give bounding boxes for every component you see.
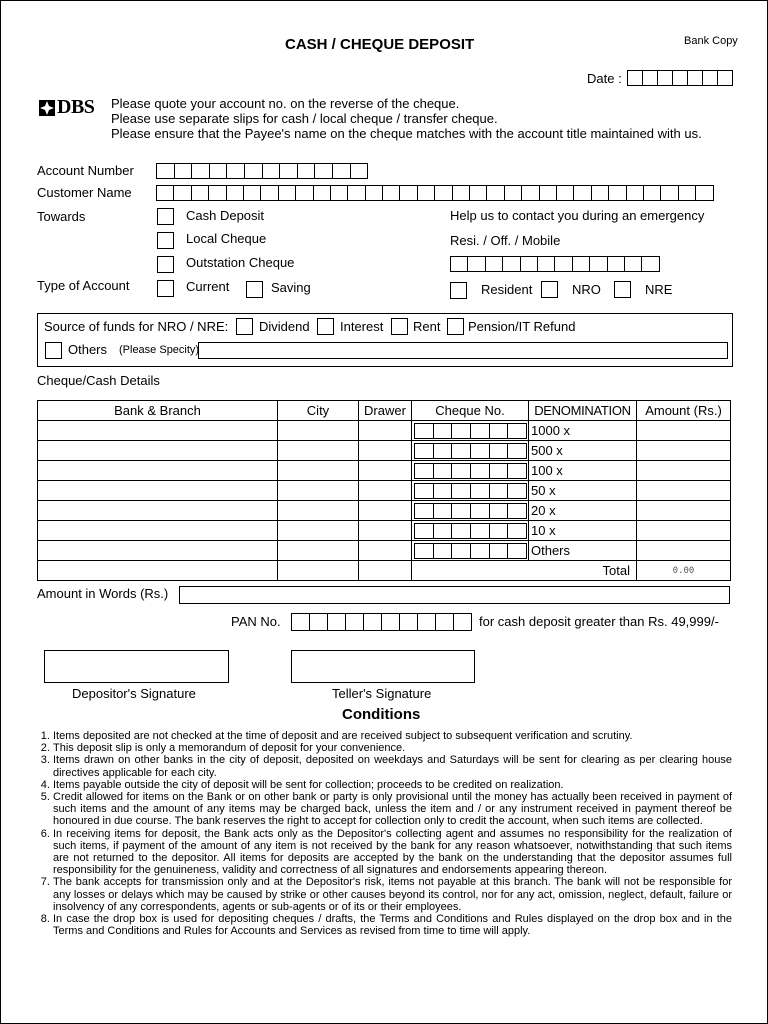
column-header: Bank & Branch — [38, 401, 278, 421]
city-cell[interactable] — [278, 441, 359, 461]
details-section-label: Cheque/Cash Details — [37, 373, 160, 388]
dbs-star-icon — [37, 98, 57, 118]
residency-label: NRE — [645, 282, 673, 297]
instruction-line: Please use separate slips for cash / local cheque / transfer cheque. — [111, 111, 498, 126]
city-cell[interactable] — [278, 421, 359, 441]
saving-account-checkbox[interactable] — [246, 281, 263, 298]
amount-cell[interactable] — [637, 441, 731, 461]
instruction-line: Please ensure that the Payee's name on the cheque matches with the account title maintained with us. — [111, 126, 702, 141]
customer-name-label: Customer Name — [37, 185, 132, 200]
depositor-signature-box[interactable] — [44, 650, 229, 683]
copy-label: Bank Copy — [684, 35, 738, 47]
account-number-label: Account Number — [37, 163, 134, 178]
condition-item: 6. In receiving items for deposit, the Bank acts only as the Depositor's collecting agent and assumes no responsibility for the realization of such items, if payment of the amount of any item is not received by the bank for any reason whatsoever, notwithstanding that such items are not returned to the depositor. All items for deposits are accepted by the bank on the understanding that the depositor assumes full responsibility for the genuineness, validity and correctness of all signatures and endorsements appearing thereon. — [53, 828, 732, 877]
date-field[interactable] — [627, 70, 732, 86]
rent-checkbox[interactable] — [391, 318, 408, 335]
denomination-cell: 500 x — [529, 441, 637, 461]
city-cell[interactable] — [278, 561, 359, 581]
interest-checkbox[interactable] — [317, 318, 334, 335]
denomination-cell: 20 x — [529, 501, 637, 521]
account-number-field[interactable] — [156, 163, 367, 179]
drawer-cell[interactable] — [359, 541, 412, 561]
city-cell[interactable] — [278, 541, 359, 561]
cheque-no-cell[interactable] — [412, 541, 529, 561]
table-header-row — [38, 401, 731, 421]
bank-branch-cell[interactable] — [38, 441, 278, 461]
others-checkbox[interactable] — [45, 342, 62, 359]
bank-branch-cell[interactable] — [38, 421, 278, 441]
fund-option-label: Interest — [340, 319, 384, 334]
phone-label: Resi. / Off. / Mobile — [450, 233, 561, 248]
teller-signature-label: Teller's Signature — [332, 686, 432, 701]
cheque-no-cell[interactable] — [412, 521, 529, 541]
condition-item: 8. In case the drop box is used for depositing cheques / drafts, the Terms and Conditions and Rules displayed on the drop box and in the Terms and Conditions and Rules for Accounts and Services as revised from time to time will apply. — [53, 913, 732, 937]
amount-words-label: Amount in Words (Rs.) — [37, 586, 169, 601]
local-cheque-checkbox[interactable] — [157, 232, 174, 249]
condition-item: 4. Items payable outside the city of deposit will be sent for collection; proceeds to be credited on realization. — [53, 779, 732, 791]
fund-option-label: Rent — [413, 319, 441, 334]
bank-branch-cell[interactable] — [38, 501, 278, 521]
towards-option-label: Local Cheque — [186, 231, 267, 246]
drawer-cell[interactable] — [359, 441, 412, 461]
residency-label: NRO — [572, 282, 601, 297]
pan-label: PAN No. — [231, 614, 281, 629]
city-cell[interactable] — [278, 461, 359, 481]
table-row — [38, 481, 731, 501]
account-type-label: Current — [186, 279, 230, 294]
current-account-checkbox[interactable] — [157, 280, 174, 297]
table-row — [38, 441, 731, 461]
denomination-cell: 1000 x — [529, 421, 637, 441]
amount-cell[interactable] — [637, 521, 731, 541]
towards-option-label: Cash Deposit — [186, 208, 265, 223]
drawer-cell[interactable] — [359, 561, 412, 581]
type-of-account-label: Type of Account — [37, 278, 130, 293]
total-value[interactable]: 0.00 — [637, 561, 731, 581]
pan-note: for cash deposit greater than Rs. 49,999/- — [479, 614, 719, 629]
condition-item: 1. Items deposited are not checked at the time of deposit and are received subject to subsequent verification and scrutiny. — [53, 730, 732, 742]
table-row — [38, 461, 731, 481]
drawer-cell[interactable] — [359, 481, 412, 501]
condition-item: 2. This deposit slip is only a memorandum of deposit for your convenience. — [53, 742, 732, 754]
conditions-heading: Conditions — [342, 706, 421, 723]
denomination-cell: 10 x — [529, 521, 637, 541]
condition-item: 7. The bank accepts for transmission only and at the Depositor's risk, items not payable at this branch. The bank will not be responsible for any losses or delays which may be caused by strike or other causes beyond its control, nor for any act, omission, neglect, default, failure or insolvency of any correspondents, agents or sub-agents or of its or their employees. — [53, 876, 732, 913]
phone-field[interactable] — [450, 256, 659, 272]
drawer-cell[interactable] — [359, 461, 412, 481]
condition-item: 5. Credit allowed for items on the Bank or on other bank or party is only provisional until the money has actually been received in payment of such items and the amount of any items may be charged back, unless the item and / or any instrument received in payment thereof be honoured in due course. The bank reserves the right to accept for collection only to credit the account, when such items are collected. — [53, 791, 732, 828]
cash-deposit-checkbox[interactable] — [157, 208, 174, 225]
column-header: DENOMINATION — [529, 401, 637, 421]
towards-label: Towards — [37, 209, 86, 224]
column-header: Cheque No. — [412, 401, 529, 421]
teller-signature-box[interactable] — [291, 650, 475, 683]
pan-field[interactable] — [291, 613, 471, 631]
customer-name-field[interactable] — [156, 185, 713, 201]
column-header: Amount (Rs.) — [637, 401, 731, 421]
conditions-list — [37, 730, 732, 937]
source-of-funds-label: Source of funds for NRO / NRE: — [44, 319, 229, 334]
instruction-line: Please quote your account no. on the reverse of the cheque. — [111, 96, 460, 111]
total-row — [38, 561, 731, 581]
nre-checkbox[interactable] — [614, 281, 631, 298]
amount-cell[interactable] — [637, 461, 731, 481]
table-row — [38, 421, 731, 441]
amount-words-field[interactable] — [179, 586, 730, 604]
form-title: CASH / CHEQUE DEPOSIT — [285, 36, 475, 53]
instructions — [111, 96, 702, 141]
drawer-cell[interactable] — [359, 521, 412, 541]
cheque-no-cell[interactable] — [412, 441, 529, 461]
others-hint: (Please Specity) — [119, 344, 200, 356]
table-row — [38, 541, 731, 561]
condition-item: 3. Items drawn on other banks in the city of deposit, deposited on weekdays and Saturdays will be sent for clearing as per clearing house directives applicable for each city. — [53, 754, 732, 778]
table-row — [38, 501, 731, 521]
account-type-label: Saving — [271, 280, 311, 295]
towards-option-label: Outstation Cheque — [186, 255, 295, 270]
amount-cell[interactable] — [637, 541, 731, 561]
nro-checkbox[interactable] — [541, 281, 558, 298]
dividend-checkbox[interactable] — [236, 318, 253, 335]
column-header: City — [278, 401, 359, 421]
drawer-cell[interactable] — [359, 421, 412, 441]
dbs-logo — [37, 96, 94, 119]
amount-cell[interactable] — [637, 481, 731, 501]
denomination-cell: Others — [529, 541, 637, 561]
table-row — [38, 521, 731, 541]
details-table — [37, 400, 731, 581]
depositor-signature-label: Depositor's Signature — [72, 686, 196, 701]
resident-checkbox[interactable] — [450, 282, 467, 299]
bank-branch-cell[interactable] — [38, 481, 278, 501]
amount-cell[interactable] — [637, 421, 731, 441]
column-header: Drawer — [359, 401, 412, 421]
city-cell[interactable] — [278, 481, 359, 501]
denomination-cell: 100 x — [529, 461, 637, 481]
bank-branch-cell[interactable] — [38, 561, 278, 581]
outstation-cheque-checkbox[interactable] — [157, 256, 174, 273]
city-cell[interactable] — [278, 501, 359, 521]
total-label: Total — [412, 561, 637, 581]
bank-branch-cell[interactable] — [38, 461, 278, 481]
pension-refund-checkbox[interactable] — [447, 318, 464, 335]
amount-cell[interactable] — [637, 501, 731, 521]
cheque-no-cell[interactable] — [412, 461, 529, 481]
cheque-no-cell[interactable] — [412, 501, 529, 521]
bank-branch-cell[interactable] — [38, 541, 278, 561]
residency-label: Resident — [481, 282, 533, 297]
others-label: Others — [68, 342, 108, 357]
cheque-no-cell[interactable] — [412, 481, 529, 501]
fund-option-label: Dividend — [259, 319, 310, 334]
denomination-cell: 50 x — [529, 481, 637, 501]
bank-branch-cell[interactable] — [38, 521, 278, 541]
city-cell[interactable] — [278, 521, 359, 541]
others-specify-field[interactable] — [198, 342, 728, 359]
emergency-heading: Help us to contact you during an emergency — [450, 208, 705, 223]
logo-text: DBS — [57, 96, 95, 118]
drawer-cell[interactable] — [359, 501, 412, 521]
fund-option-label: Pension/IT Refund — [468, 319, 576, 334]
date-label: Date : — [587, 71, 622, 86]
cheque-no-cell[interactable] — [412, 421, 529, 441]
